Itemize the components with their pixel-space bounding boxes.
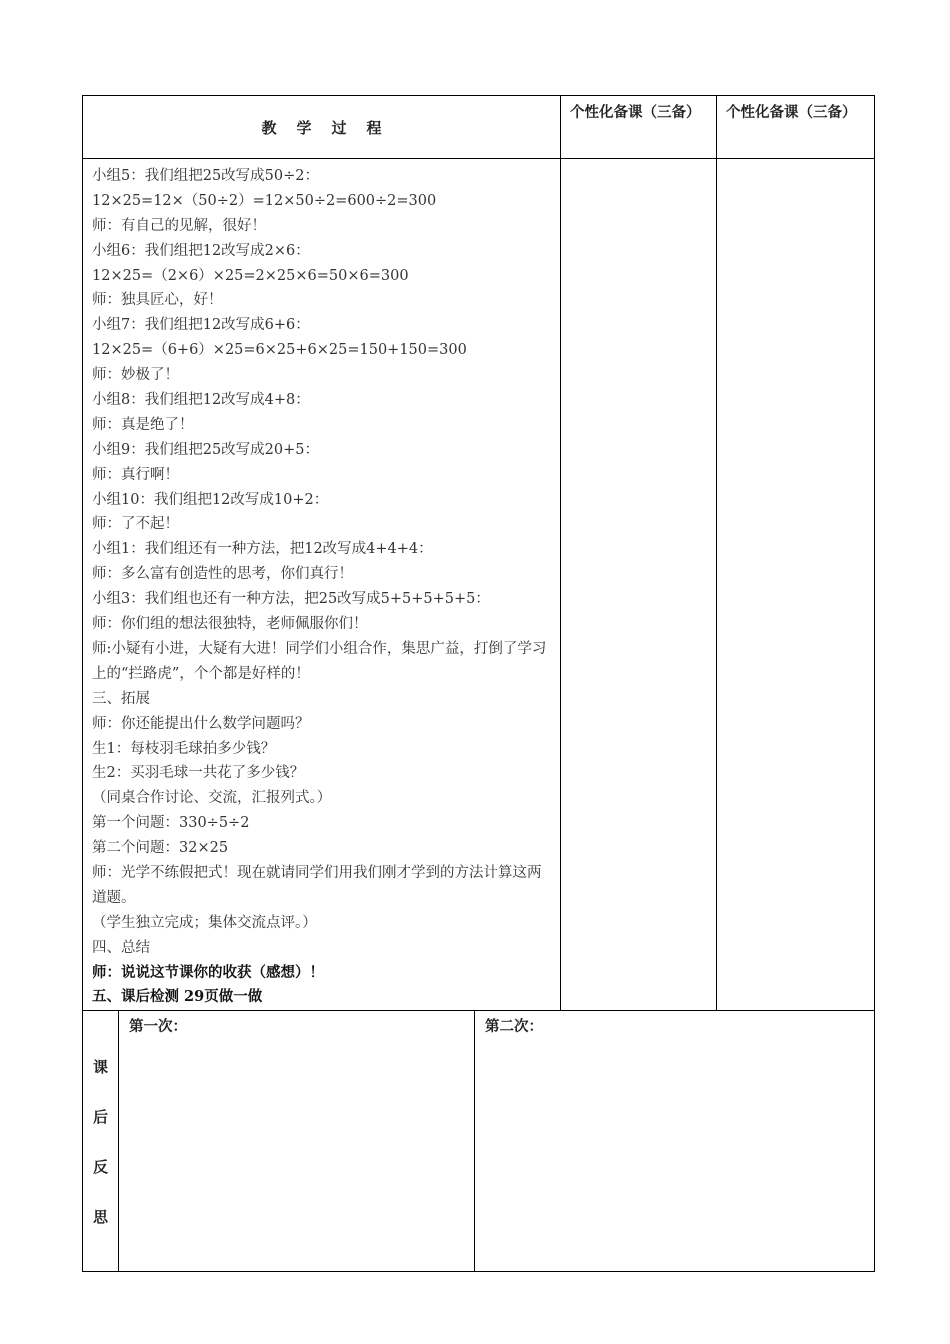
process-line: 生1：每枝羽毛球拍多少钱？ (92, 740, 276, 757)
lesson-plan-sheet (82, 95, 874, 1258)
reflection-label-char: 课 (92, 1058, 108, 1077)
process-line: 第二个问题：32×25 (92, 840, 229, 857)
process-line: 三、拓展 (92, 690, 150, 707)
process-line: 12×25=12×（50÷2）=12×50÷2=600÷2=300 (92, 192, 437, 209)
process-line: 师：光学不练假把式！现在就请同学们用我们刚才学到的方法计算这两道题。 (92, 864, 542, 906)
header-row (83, 96, 875, 159)
process-line: 师：有自己的见解，很好！ (92, 217, 266, 234)
process-line: （学生独立完成；集体交流点评。） (92, 914, 317, 931)
process-line: 小组7：我们组把12改写成6+6： (92, 317, 310, 334)
process-line: 师：多么富有创造性的思考，你们真行！ (92, 566, 353, 583)
personalized-prep-notes-1[interactable] (561, 159, 717, 1011)
personalized-prep-header-1: 个性化备课（三备） (561, 96, 717, 159)
first-reflection-label: 第一次： (129, 1018, 187, 1036)
after-class-reflection-label (83, 1011, 119, 1272)
process-line: 师：真行啊！ (92, 466, 179, 483)
reflection-label-char: 后 (92, 1108, 108, 1127)
process-line: 师:小疑有小进，大疑有大进！同学们小组合作，集思广益，打倒了学习上的“拦路虎”，个个都是好样的！ (92, 640, 547, 682)
teaching-process-content (83, 159, 561, 1011)
process-line: 师：说说这节课你的收获（感想）！ (92, 963, 324, 981)
process-line: 生2：买羽毛球一共花了多少钱？ (92, 765, 305, 782)
personalized-prep-notes-2[interactable] (717, 159, 875, 1011)
reflection-label-char: 反 (92, 1158, 108, 1177)
body-row (83, 159, 875, 1011)
second-reflection-label: 第二次： (485, 1018, 543, 1036)
personalized-prep-header-2: 个性化备课（三备） (717, 96, 875, 159)
process-line: （同桌合作讨论、交流，汇报列式。） (92, 790, 332, 807)
process-line: 小组8：我们组把12改写成4+8： (92, 392, 310, 409)
reflection-row (83, 1011, 875, 1272)
teaching-process-header: 教学过程 (83, 96, 561, 159)
process-line: 师：真是绝了！ (92, 416, 194, 433)
process-line: 12×25=（2×6）×25=2×25×6=50×6=300 (92, 267, 409, 284)
process-line: 小组3：我们组也还有一种方法，把25改写成5+5+5+5+5： (92, 591, 490, 608)
process-line: 师：妙极了！ (92, 367, 179, 384)
process-line: 小组9：我们组把25改写成20+5： (92, 441, 320, 458)
process-line: 师：了不起！ (92, 516, 179, 533)
process-line: 四、总结 (92, 939, 150, 956)
process-line: 小组10：我们组把12改写成10+2： (92, 491, 329, 508)
second-reflection-cell[interactable] (475, 1011, 875, 1272)
process-line: 师：独具匠心，好！ (92, 292, 223, 309)
process-line: 小组5：我们组把25改写成50÷2： (92, 168, 320, 184)
process-line: 12×25=（6+6）×25=6×25+6×25=150+150=300 (92, 342, 467, 359)
process-lines (92, 164, 554, 1010)
process-line: 第一个问题：330÷5÷2 (92, 815, 250, 832)
process-line: 小组1：我们组还有一种方法，把12改写成4+4+4： (92, 541, 433, 558)
lesson-process-table (82, 95, 875, 1011)
process-line: 小组6：我们组把12改写成2×6： (92, 242, 310, 259)
process-line: 五、课后检测 29页做一做 (92, 988, 263, 1006)
first-reflection-cell[interactable] (119, 1011, 475, 1272)
reflection-table (82, 1010, 875, 1272)
process-line: 师：你们组的想法很独特，老师佩服你们！ (92, 616, 368, 633)
process-line: 师：你还能提出什么数学问题吗？ (92, 715, 310, 732)
reflection-label-char: 思 (92, 1208, 108, 1227)
